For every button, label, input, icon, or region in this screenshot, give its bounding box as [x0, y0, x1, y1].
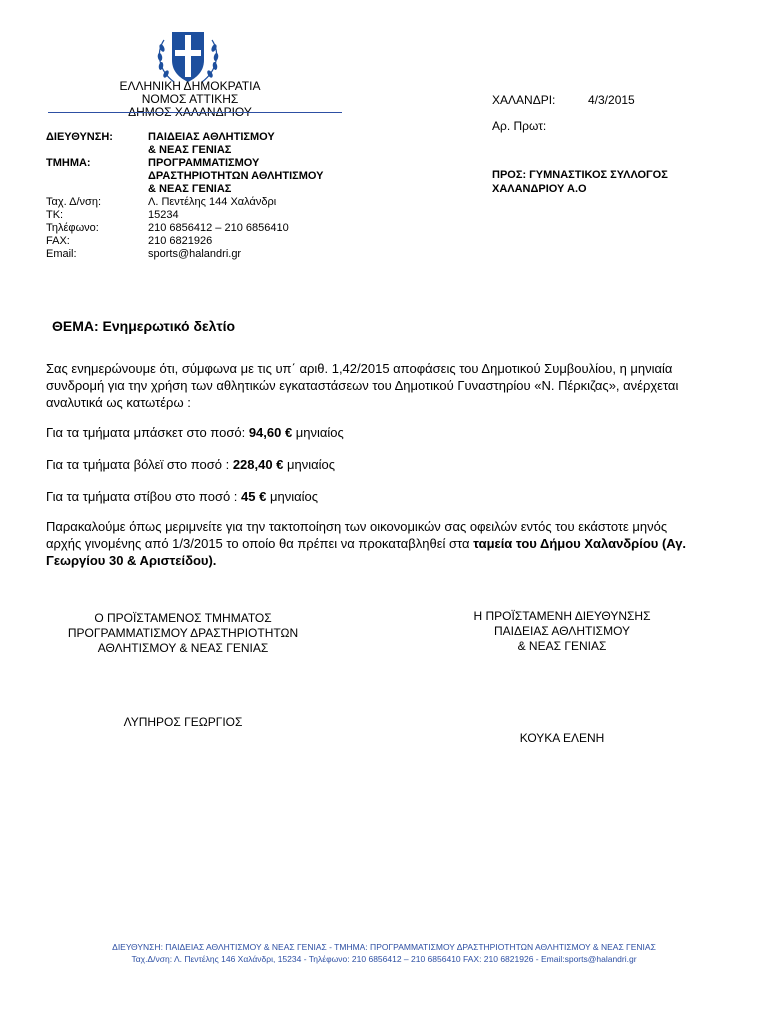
fee-track-label: Για τα τμήματα στίβου στο ποσό : [46, 489, 242, 504]
footer [0, 941, 768, 965]
fee-basketball [46, 424, 344, 441]
fee-track [46, 488, 318, 505]
issuer-header [100, 80, 280, 119]
fee-basketball-period: μηνιαίος [292, 425, 344, 440]
info-row-key: ΤΚ: [46, 209, 64, 221]
info-row-key: Τηλέφωνο: [46, 222, 99, 234]
fee-basketball-label: Για τα τμήματα μπάσκετ στο ποσό: [46, 425, 249, 440]
info-row-value: ΠΑΙΔΕΙΑΣ ΑΘΛΗΤΙΣΜΟΥ [148, 131, 275, 143]
signature-left-line-1: Ο ΠΡΟΪΣΤΑΜΕΝΟΣ ΤΜΗΜΑΤΟΣ [94, 611, 272, 625]
issuer-prefecture: ΝΟΜΟΣ ΑΤΤΙΚΗΣ [141, 92, 239, 106]
fee-basketball-amount: 94,60 € [248, 425, 293, 440]
info-row-value: ΔΡΑΣΤΗΡΙΟΤΗΤΩΝ ΑΘΛΗΤΙΣΜΟΥ [148, 170, 324, 182]
intro-paragraph: Σας ενημερώνουμε ότι, σύμφωνα με τις υπ΄ αριθ. 1,42/2015 αποφάσεις του Δημοτικού Συμβουλίου, η μηνιαία συνδρομή για την χρήση των αθλητικών εγκαταστάσεων του Δημοτικού Γυναστηρίου «Ν. Πέρκιζας», ανέρχεται αναλυτικά ως κατωτέρω : [46, 361, 679, 410]
signature-right-line-1: Η ΠΡΟΪΣΤΑΜΕΝΗ ΔΙΕΥΘΥΝΣΗΣ [473, 609, 651, 623]
info-row-value: & ΝΕΑΣ ΓΕΝΙΑΣ [148, 144, 232, 156]
signature-left-line-3: ΑΘΛΗΤΙΣΜΟΥ & ΝΕΑΣ ΓΕΝΙΑΣ [97, 641, 269, 655]
fee-track-amount: 45 € [241, 489, 267, 504]
info-row-key: Email: [46, 248, 77, 260]
info-row-key: ΤΜΗΜΑ: [46, 157, 91, 169]
signature-right-title [452, 609, 672, 654]
signature-left-line-2: ΠΡΟΓΡΑΜΜΑΤΙΣΜΟΥ ΔΡΑΣΤΗΡΙΟΤΗΤΩΝ [67, 626, 299, 640]
payment-text: Παρακαλούμε όπως μεριμνείτε για την τακτοποίηση των οικονομικών σας οφειλών εντός του εκάστοτε μηνός αρχής γινομένης από 1/3/2015 το οποίο θα πρέπει να προκαταβληθεί στα [46, 519, 668, 551]
header-divider [48, 112, 342, 113]
fee-volleyball [46, 456, 335, 473]
info-row-value: ΠΡΟΓΡΑΜΜΑΤΙΣΜΟΥ [148, 157, 260, 169]
info-row-value: 15234 [148, 209, 179, 221]
payment-paragraph [46, 518, 696, 569]
signature-right-line-3: & ΝΕΑΣ ΓΕΝΙΑΣ [517, 639, 607, 653]
subject-heading: ΘΕΜΑ: Ενημερωτικό δελτίο [52, 318, 236, 334]
info-row-value: 210 6821926 [148, 235, 213, 247]
document-date: 4/3/2015 [588, 93, 635, 107]
issuer-country: ΕΛΛΗΝΙΚΗ ΔΗΜΟΚΡΑΤΙΑ [119, 79, 261, 93]
fee-volleyball-label: Για τα τμήματα βόλεϊ στο ποσό : [46, 457, 233, 472]
protocol-number-label: Αρ. Πρωτ: [492, 119, 547, 133]
info-row-key: Ταχ. Δ/νση: [46, 196, 102, 208]
recipient-line-1: ΠΡΟΣ: ΓΥΜΝΑΣΤΙΚΟΣ ΣΥΛΛΟΓΟΣ [492, 169, 668, 181]
fee-track-period: μηνιαίος [266, 489, 318, 504]
fee-volleyball-period: μηνιαίος [283, 457, 336, 472]
signatory-left-name: ΛΥΠΗΡΟΣ ΓΕΩΡΓΙΟΣ [123, 715, 243, 729]
info-row-key: ΔΙΕΥΘΥΝΣΗ: [46, 131, 113, 143]
info-row-value: Λ. Πεντέλης 144 Χαλάνδρι [148, 196, 277, 208]
info-row-value: sports@halandri.gr [148, 248, 242, 260]
footer-line-1: ΔΙΕΥΘΥΝΣΗ: ΠΑΙΔΕΙΑΣ ΑΘΛΗΤΙΣΜΟΥ & ΝΕΑΣ ΓΕΝΙΑΣ - ΤΜΗΜΑ: ΠΡΟΓΡΑΜΜΑΤΙΣΜΟΥ ΔΡΑΣΤΗΡΙΟΤΗΤΩΝ ΑΘΛΗΤΙΣΜΟΥ & ΝΕΑΣ ΓΕΝΙΑΣ [112, 942, 656, 952]
info-row-value: & ΝΕΑΣ ΓΕΝΙΑΣ [148, 183, 232, 195]
signatory-right-name: ΚΟΥΚΑ ΕΛΕΝΗ [519, 731, 605, 745]
recipient-line-2: ΧΑΛΑΝΔΡΙΟΥ Α.Ο [492, 183, 587, 195]
signature-left-title [50, 611, 316, 656]
fee-volleyball-amount: 228,40 € [232, 457, 284, 472]
signature-right-line-2: ΠΑΙΔΕΙΑΣ ΑΘΛΗΤΙΣΜΟΥ [493, 624, 631, 638]
place-label: ΧΑΛΑΝΔΡΙ: [492, 93, 556, 107]
footer-line-2: Ταχ.Δ/νση: Λ. Πεντέλης 146 Χαλάνδρι, 15234 - Τηλέφωνο: 210 6856412 – 210 6856410 FAX: 210 6821926 - Email:sports@halandri.gr [131, 954, 637, 964]
info-row-key: FAX: [46, 235, 70, 247]
recipient-block [492, 168, 722, 196]
info-row-value: 210 6856412 – 210 6856410 [148, 222, 289, 234]
payment-location: ταμεία του Δήμου Χαλανδρίου (Αγ. Γεωργίου 30 & Αριστείδου). [46, 536, 687, 568]
issuer-municipality: ΔΗΜΟΣ ΧΑΛΑΝΔΡΙΟΥ [128, 105, 252, 119]
